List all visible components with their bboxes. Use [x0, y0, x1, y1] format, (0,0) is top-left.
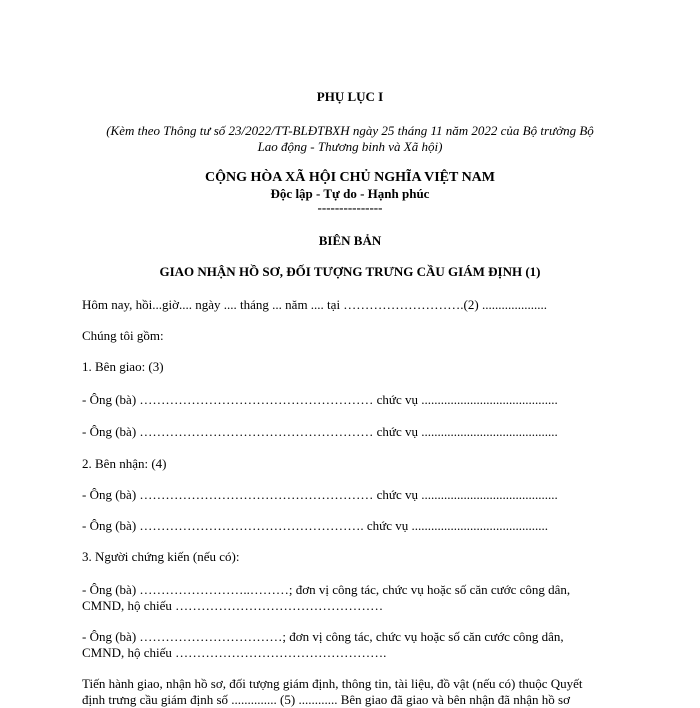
document-title: BIÊN BẢN: [318, 233, 382, 248]
party-giver-heading: 1. Bên giao: (3): [82, 359, 164, 374]
appendix-note-line-2: Lao động - Thương binh và Xã hội): [257, 139, 443, 154]
witness-1-line-1: - Ông (bà) ……………………..………; đơn vị công tác, chức vụ hoặc số căn cước công dân,: [82, 582, 571, 597]
we-include-line: Chúng tôi gồm:: [82, 328, 164, 343]
date-place-line: Hôm nay, hồi...giờ.... ngày .... tháng ... năm .... tại ……………………….(2) ....................: [82, 297, 547, 312]
motto-rule: ---------------: [317, 200, 383, 215]
document-subtitle: GIAO NHẬN HỒ SƠ, ĐỐI TƯỢNG TRƯNG CẦU GIÁM ĐỊNH (1): [159, 264, 541, 279]
motto: Độc lập - Tự do - Hạnh phúc: [270, 186, 430, 201]
receiver-person-1: - Ông (bà) ……………………………………………… chức vụ ..........................................: [82, 487, 558, 502]
handover-line-1: Tiến hành giao, nhận hồ sơ, đối tượng giám định, thông tin, tài liệu, đồ vật (nếu có) thuộc Quyết: [82, 676, 583, 691]
handover-line-2: định trưng cầu giám định số .............. (5) ............ Bên giao đã giao và bên nhận đã nhận hồ sơ: [82, 692, 570, 707]
party-receiver-heading: 2. Bên nhận: (4): [82, 456, 167, 471]
appendix-title: PHỤ LỤC I: [316, 89, 384, 104]
appendix-note-line-1: (Kèm theo Thông tư số 23/2022/TT-BLĐTBXH ngày 25 tháng 11 năm 2022 của Bộ trưởng Bộ: [106, 123, 594, 138]
witness-heading: 3. Người chứng kiến (nếu có):: [82, 549, 240, 564]
witness-1-line-2: CMND, hộ chiếu …………………………………………: [82, 598, 384, 613]
receiver-person-2: - Ông (bà) ……………………………………………. chức vụ ..........................................: [82, 518, 548, 533]
national-title: CỘNG HÒA XÃ HỘI CHỦ NGHĨA VIỆT NAM: [204, 170, 495, 185]
giver-person-1: - Ông (bà) ……………………………………………… chức vụ ..........................................: [82, 392, 558, 407]
giver-person-2: - Ông (bà) ……………………………………………… chức vụ ..........................................: [82, 424, 558, 439]
witness-2-line-1: - Ông (bà) ……………………………; đơn vị công tác, chức vụ hoặc số căn cước công dân,: [82, 629, 564, 644]
witness-2-line-2: CMND, hộ chiếu ………………………………………….: [82, 645, 387, 660]
